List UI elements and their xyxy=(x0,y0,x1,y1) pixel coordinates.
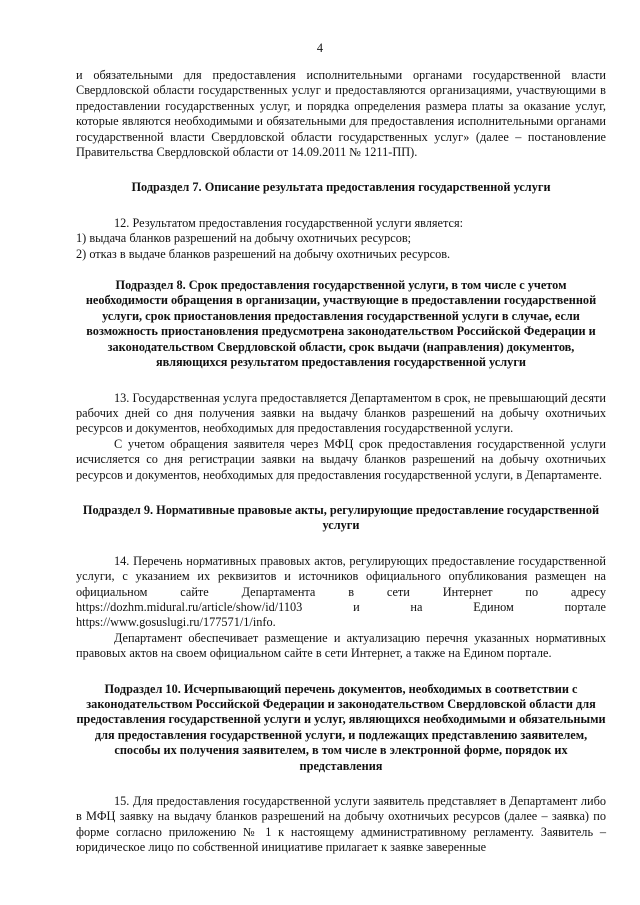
document-body xyxy=(76,68,606,856)
list-item-1: 1) выдача бланков разрешений на добычу охотничьих ресурсов; xyxy=(76,231,412,246)
paragraph-15: 15. Для предоставления государственной услуги заявитель представляет в Департамент либо в МФЦ заявку на выдачу бланков разрешений на добычу охотничьих ресурсов (далее – заявка) по форме согласно приложению № 1 к настоящему административному регламенту. Заявитель – юридическое лицо по собственной инициативе прилагает к заявке заверенные xyxy=(76,794,606,855)
subsection-7-title: Подраздел 7. Описание результата предоставления государственной услуги xyxy=(131,180,551,195)
paragraph-13-continued: С учетом обращения заявителя через МФЦ срок предоставления государственной услуги исчисляется со дня регистрации заявки на выдачу бланков разрешений на добычу охотничьих ресурсов и документов, необходимых для предоставления государственной услуги, в Департаменте. xyxy=(76,436,606,482)
subsection-8-title: Подраздел 8. Срок предоставления государственной услуги, в том числе с учетом необходимости обращения в организации, участвующие в предоставлении государственной услуги, срок приостановления предоставления государственной услуги в случае, если возможность приостановления предусмотрена законодательством Российской Федерации и законодательством Свердловской области, срок выдачи (направления) документов, являющихся результатом предоставления государственной услуги xyxy=(85,278,597,370)
paragraph-14: 14. Перечень нормативных правовых актов, регулирующих предоставление государственной услуги, с указанием их реквизитов и источников официального опубликования размещен на официальном сайте Департамента в сети Интернет по адресу https://dozhm.midural.ru/article/show/id/1103 и на Едином портале https://www.gosuslugi.ru/177571/1/info. xyxy=(76,553,606,630)
page-number: 4 xyxy=(316,41,324,55)
subsection-10-title: Подраздел 10. Исчерпывающий перечень документов, необходимых в соответствии с законодательством Российской Федерации и законодательством Свердловской области для предоставления государственной услуги и услуг, являющихся необходимыми и обязательными для предоставления государственной услуги, и подлежащих представлению заявителем, способы их получения заявителем, в том числе в электронной форме, порядок их представления xyxy=(76,681,606,773)
intro-paragraph: и обязательными для предоставления исполнительными органами государственной власти Свердловской области государственных услуг и предоставляются организациями, участвующими в предоставлении государственных услуг, и порядка определения размера платы за оказание услуг, которые являются необходимыми и обязательными для предоставления исполнительными органами государственной власти Свердловской области государственных услуг» (далее – постановление Правительства Свердловской области от 14.09.2011 № 1211-ПП). xyxy=(76,68,606,160)
subsection-9-title: Подраздел 9. Нормативные правовые акты, регулирующие предоставление государственной услуги xyxy=(82,502,600,533)
paragraph-13: 13. Государственная услуга предоставляется Департаментом в срок, не превышающий десяти рабочих дней со дня получения заявки на выдачу бланков разрешений на добычу охотничьих ресурсов и документов, необходимых для предоставления государственной услуги. xyxy=(76,390,606,436)
paragraph-12: 12. Результатом предоставления государственной услуги является: xyxy=(114,215,464,230)
list-item-2: 2) отказ в выдаче бланков разрешений на добычу охотничьих ресурсов. xyxy=(76,246,451,261)
paragraph-14-continued: Департамент обеспечивает размещение и актуализацию перечня указанных нормативных правовых актов на своем официальном сайте в сети Интернет, а также на Едином портале. xyxy=(76,630,606,661)
